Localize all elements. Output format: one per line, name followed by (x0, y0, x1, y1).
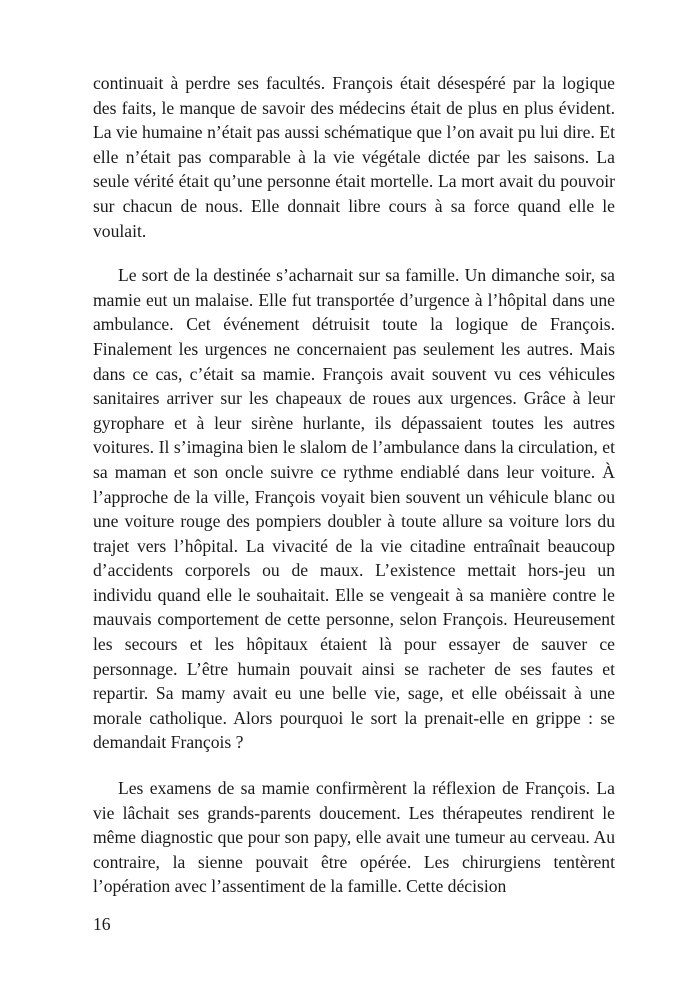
paragraph-1: continuait à perdre ses facultés. François était désespéré par la logique des faits, le manque de savoir des médecins était de plus en plus évident. La vie humaine n’était pas aussi schématique que l’on avait pu lui dire. Et elle n’était pas comparable à la vie végétale dictée par les saisons. La seule vérité était qu’une personne était mortelle. La mort avait du pouvoir sur chacun de nous. Elle donnait libre cours à sa force quand elle le voulait. (93, 73, 615, 241)
paragraph-3: Les examens de sa mamie confirmèrent la réflexion de François. La vie lâchait ses grands-parents doucement. Les thérapeutes rendirent le même diagnostic que pour son papy, elle avait une tumeur au cerveau. Au contraire, la sienne pouvait être opérée. Les chirurgiens tentèrent l’opération avec l’assentiment de la famille. Cette décision (93, 778, 615, 897)
paragraph-2: Le sort de la destinée s’acharnait sur sa famille. Un dimanche soir, sa mamie eut un malaise. Elle fut transportée d’urgence à l’hôpital dans une ambulance. Cet événement détruisit toute la logique de François. Finalement les urgences ne concernaient pas seulement les autres. Mais dans ce cas, c’était sa mamie. François avait souvent vu ces véhicules sanitaires arriver sur les chapeaux de roues aux urgences. Grâce à leur gyrophare et à leur sirène hurlante, ils dépassaient toutes les autres voitures. Il s’imagina bien le slalom de l’ambulance dans la circulation, et sa maman et son oncle suivre ce rythme endiablé dans leur voiture. À l’approche de la ville, François voyait bien souvent un véhicule blanc ou une voiture rouge des pompiers doubler à toute allure sa voiture lors du trajet vers l’hôpital. La vivacité de la vie citadine entraînait beaucoup d’accidents corporels ou de maux. L’existence mettait hors-jeu un individu quand elle le souhaitait. Elle se vengeait à sa manière contre le mauvais comportement de cette personne, selon François. Heureusement les secours et les hôpitaux étaient là pour essayer de sauver ce personnage. L’être humain pouvait ainsi se racheter de ses fautes et repartir. Sa mamy avait eu une belle vie, sage, et elle obéissait à une morale catholique. Alors pourquoi le sort la prenait-elle en grippe : se demandait François ? (93, 265, 615, 753)
page-number: 16 (93, 914, 111, 934)
body-text (93, 71, 615, 899)
